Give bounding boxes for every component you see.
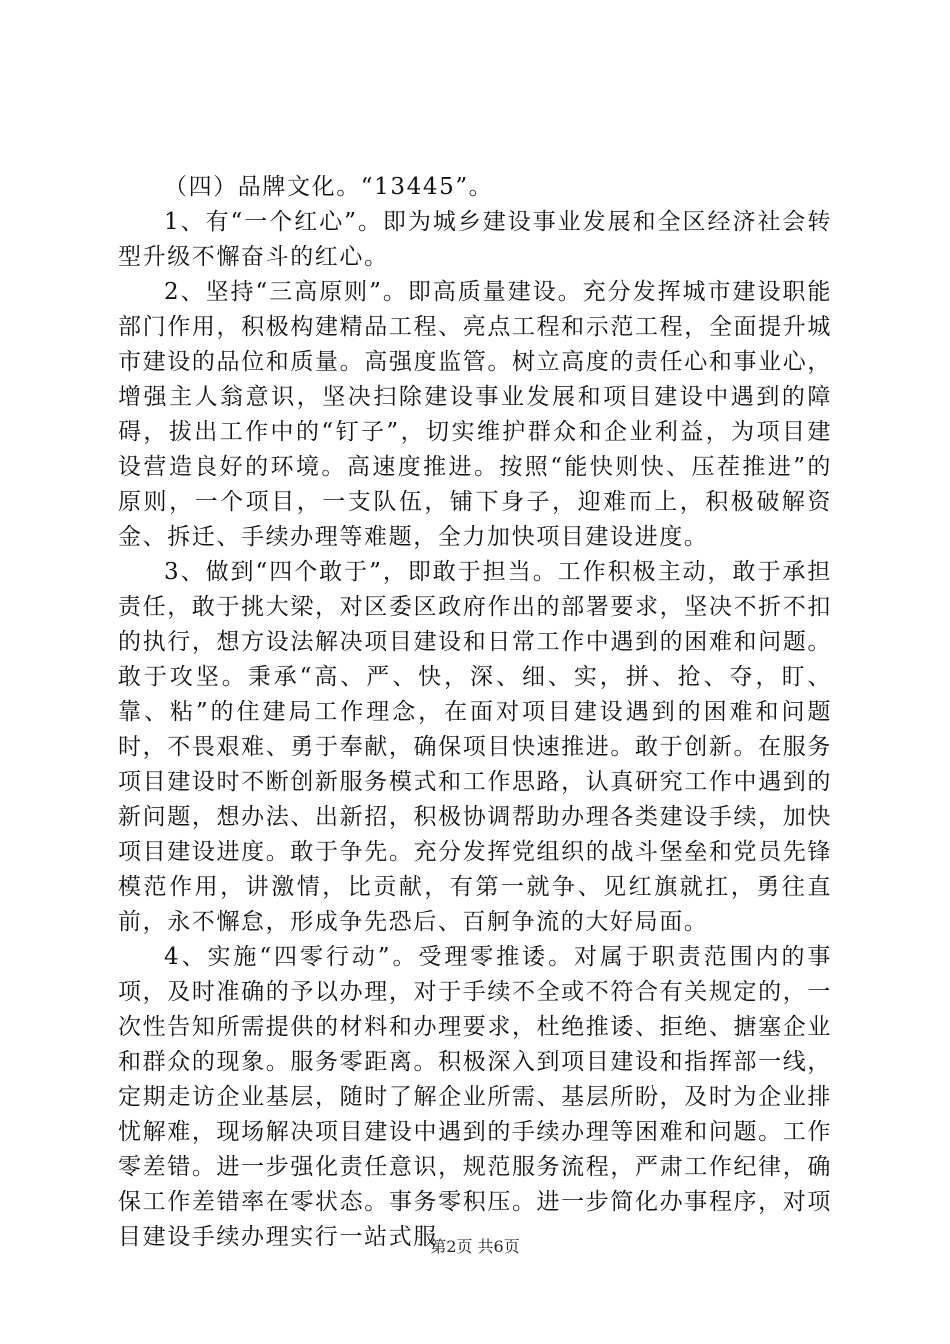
paragraph-three-high-principles: 2、坚持“三高原则”。即高质量建设。充分发挥城市建设职能部门作用，积极构建精品工程、亮点工程和示范工程，全面提升城市建设的品位和质量。高强度监管。树立高度的责任心和事业心，增强主人翁意识，坚决扫除建设事业发展和项目建设中遇到的障碍，拔出工作中的“钉子”，切实维护群众和企业利益，为项目建设营造良好的环境。高速度推进。按照“能快则快、压茬推进”的原则，一个项目，一支队伍，铺下身子，迎难而上，积极破解资金、拆迁、手续办理等难题，全力加快项目建设进度。 [118, 279, 832, 550]
paragraph-four-dares: 3、做到“四个敢于”，即敢于担当。工作积极主动，敢于承担责任，敢于挑大梁，对区委区政府作出的部署要求，坚决不折不扣的执行，想方设法解决项目建设和日常工作中遇到的困难和问题。敢于攻坚。秉承“高、严、快，深、细、实，拼、抢、夺，盯、靠、粘”的住建局工作理念，在面对项目建设遇到的困难和问题时，不畏艰难、勇于奉献，确保项目快速推进。敢于创新。在服务项目建设时不断创新服务模式和工作思路，认真研究工作中遇到的新问题，想办法、出新招，积极协调帮助办理各类建设手续，加快项目建设进度。敢于争先。充分发挥党组织的战斗堡垒和党员先锋模范作用，讲激情，比贡献，有第一就争、见红旗就扛，勇往直前，永不懈怠，形成争先恐后、百舸争流的大好局面。 [118, 559, 832, 935]
document-body [118, 170, 832, 1255]
paragraph-four-zero-actions: 4、实施“四零行动”。受理零推诿。对属于职责范围内的事项，及时准确的予以办理，对于手续不全或不符合有关规定的，一次性告知所需提供的材料和办理要求，杜绝推诿、拒绝、搪塞企业和群众的现象。服务零距离。积极深入到项目建设和指挥部一线，定期走访企业基层，随时了解企业所需、基层所盼，及时为企业排忧解难，现场解决项目建设中遇到的手续办理等困难和问题。工作零差错。进一步强化责任意识，规范服务流程，严肃工作纪律，确保工作差错率在零状态。事务零积压。进一步简化办事程序，对项目建设手续办理实行一站式服 [118, 944, 832, 1250]
paragraph-red-heart: 1、有“一个红心”。即为城乡建设事业发展和全区经济社会转型升级不懈奋斗的红心。 [118, 209, 832, 270]
page-number-footer: 第2页 共6页 [430, 1237, 520, 1256]
paragraph-brand-culture: （四）品牌文化。“13445”。 [164, 174, 494, 200]
